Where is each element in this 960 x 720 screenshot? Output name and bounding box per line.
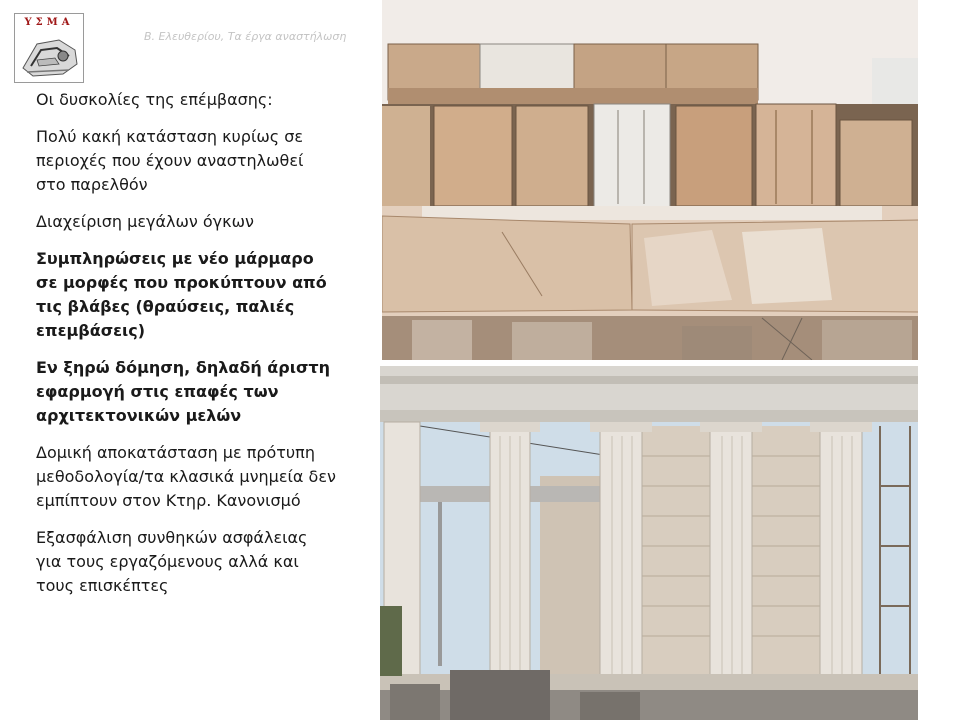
- text-column: [36, 88, 336, 611]
- logo-emblem-icon: [19, 30, 81, 80]
- bullet-item: Δομική αποκατάσταση με πρότυπη μεθοδολογία/τα κλασικά μνημεία δεν εμπίπτουν στον Κτηρ. Κανονισμό: [36, 443, 336, 510]
- bullet-item-bold: Εν ξηρώ δόμηση, δηλαδή άριστη εφαρμογή στις επαφές των αρχιτεκτονικών μελών: [36, 358, 331, 425]
- bullet-item-bold: Συμπληρώσεις με νέο μάρμαρο σε μορφές που προκύπτουν από τις βλάβες (θραύσεις, παλιές επεμβάσεις): [36, 249, 327, 340]
- bullet-item: Πολύ κακή κατάσταση κυρίως σε περιοχές που έχουν αναστηλωθεί στο παρελθόν: [36, 127, 304, 194]
- slide-caption: Β. Ελευθερίου, Τα έργα αναστήλωση: [144, 30, 347, 43]
- colonnade-photo: [380, 366, 918, 720]
- bullet-item: Διαχείριση μεγάλων όγκων: [36, 212, 254, 231]
- entablature-photo: [382, 0, 918, 360]
- bullet-item: Εξασφάλιση συνθηκών ασφάλειας για τους εργαζόμενους αλλά και τους επισκέπτες: [36, 528, 308, 595]
- logo: [14, 13, 84, 83]
- logo-text: ΥΣΜΑ: [24, 17, 74, 28]
- section-heading: Οι δυσκολίες της επέμβασης:: [36, 90, 273, 109]
